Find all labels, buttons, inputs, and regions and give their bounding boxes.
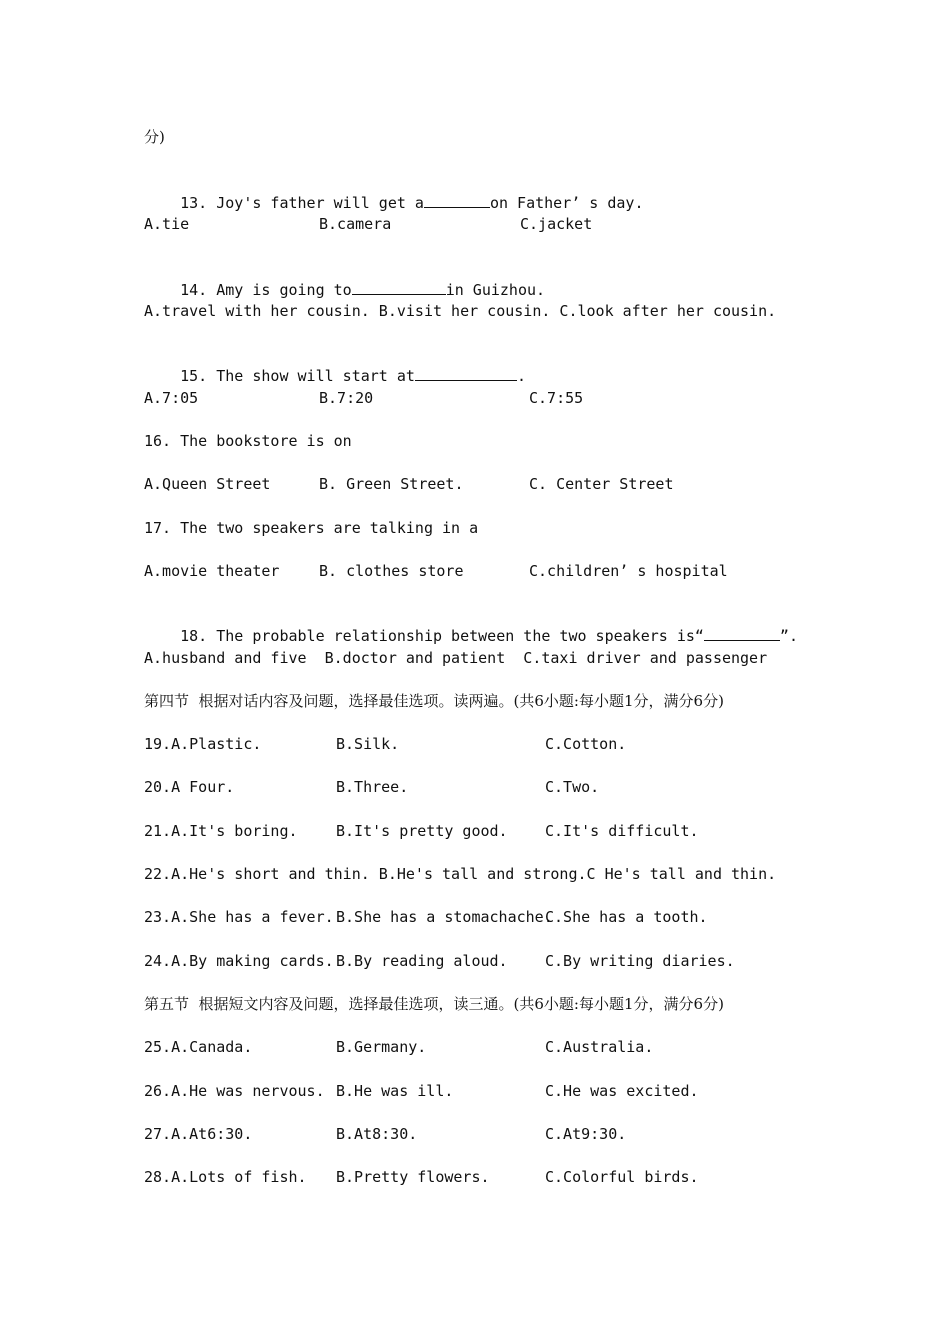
question-27 <box>144 1123 627 1145</box>
q15-option-a: A.7:05 <box>144 389 199 407</box>
q18-blank <box>704 625 780 641</box>
q16-options <box>144 473 674 495</box>
q13-option-a: A.tie <box>144 215 190 233</box>
q28-option-b: B.Pretty flowers. <box>336 1168 490 1186</box>
question-17: 17. The two speakers are talking in a <box>144 519 479 537</box>
q16-option-b: B. Green Street. <box>319 475 464 493</box>
q17-options <box>144 560 728 582</box>
section-4-heading: 第四节 根据对话内容及问题，选择最佳选项。读两遍。(共6小题:每小题1分，满分6分) <box>144 692 724 710</box>
q26-option-a: 26.A.He was nervous. <box>144 1082 325 1100</box>
q20-option-b: B.Three. <box>336 778 409 796</box>
question-20 <box>144 776 600 798</box>
question-14 <box>144 257 546 299</box>
q21-option-c: C.It's difficult. <box>545 822 699 840</box>
question-18 <box>144 603 798 645</box>
question-23 <box>144 906 708 928</box>
question-25 <box>144 1036 654 1058</box>
q20-option-c: C.Two. <box>545 778 600 796</box>
q19-option-c: C.Cotton. <box>545 735 627 753</box>
question-15 <box>144 343 526 385</box>
question-26 <box>144 1080 699 1102</box>
q15-options <box>144 387 584 409</box>
q14-stem-start: 14. Amy is going to <box>180 281 352 299</box>
q28-option-a: 28.A.Lots of fish. <box>144 1168 307 1186</box>
q14-blank <box>352 279 446 295</box>
q19-option-b: B.Silk. <box>336 735 400 753</box>
question-21 <box>144 820 699 842</box>
q23-option-b: B.She has a stomachache. <box>336 908 553 926</box>
q13-option-c: C.jacket <box>520 215 593 233</box>
q16-option-c: C. Center Street <box>529 475 674 493</box>
q13-blank <box>424 192 490 208</box>
question-16: 16. The bookstore is on <box>144 432 352 450</box>
q17-option-a: A.movie theater <box>144 562 280 580</box>
q13-stem-end: on Father’ s day. <box>489 194 644 212</box>
q20-option-a: 20.A Four. <box>144 778 235 796</box>
q26-option-b: B.He was ill. <box>336 1082 454 1100</box>
q15-stem-start: 15. The show will start at <box>180 367 415 385</box>
q17-option-c: C.children’ s hospital <box>529 562 728 580</box>
q25-option-a: 25.A.Canada. <box>144 1038 253 1056</box>
q15-stem-end: . <box>516 367 526 385</box>
section-fragment: 分) <box>144 128 165 146</box>
q21-option-a: 21.A.It's boring. <box>144 822 298 840</box>
q27-option-c: C.At9:30. <box>545 1125 627 1143</box>
q23-option-a: 23.A.She has a fever. <box>144 908 334 926</box>
q15-option-c: C.7:55 <box>529 389 584 407</box>
q28-option-c: C.Colorful birds. <box>545 1168 699 1186</box>
q13-options <box>144 213 593 235</box>
section-5-heading: 第五节 根据短文内容及问题，选择最佳选项，读三通。(共6小题:每小题1分，满分6分) <box>144 995 724 1013</box>
q18-stem-start: 18. The probable relationship between the two speakers is“ <box>180 627 704 645</box>
q27-option-b: B.At8:30. <box>336 1125 418 1143</box>
q27-option-a: 27.A.At6:30. <box>144 1125 253 1143</box>
q16-option-a: A.Queen Street <box>144 475 271 493</box>
question-22: 22.A.He's short and thin. B.He's tall and strong.C He's tall and thin. <box>144 865 777 883</box>
q18-options: A.husband and five B.doctor and patient C.taxi driver and passenger <box>144 649 768 667</box>
q24-option-b: B.By reading aloud. <box>336 952 508 970</box>
q13-option-b: B.camera <box>319 215 392 233</box>
q14-options: A.travel with her cousin. B.visit her cousin. C.look after her cousin. <box>144 302 777 320</box>
q26-option-c: C.He was excited. <box>545 1082 699 1100</box>
q24-option-a: 24.A.By making cards. <box>144 952 334 970</box>
q14-stem-end: in Guizhou. <box>445 281 546 299</box>
q25-option-b: B.Germany. <box>336 1038 427 1056</box>
q23-option-c: C.She has a tooth. <box>545 908 708 926</box>
q13-stem-start: 13. Joy's father will get a <box>180 194 424 212</box>
q17-option-b: B. clothes store <box>319 562 464 580</box>
q15-blank <box>415 365 517 381</box>
q18-stem-end: ”. <box>779 627 798 645</box>
q21-option-b: B.It's pretty good. <box>336 822 508 840</box>
question-19 <box>144 733 627 755</box>
question-24 <box>144 950 735 972</box>
q19-option-a: 19.A.Plastic. <box>144 735 262 753</box>
question-13 <box>144 170 644 212</box>
q24-option-c: C.By writing diaries. <box>545 952 735 970</box>
question-28 <box>144 1166 699 1188</box>
q25-option-c: C.Australia. <box>545 1038 654 1056</box>
q15-option-b: B.7:20 <box>319 389 374 407</box>
